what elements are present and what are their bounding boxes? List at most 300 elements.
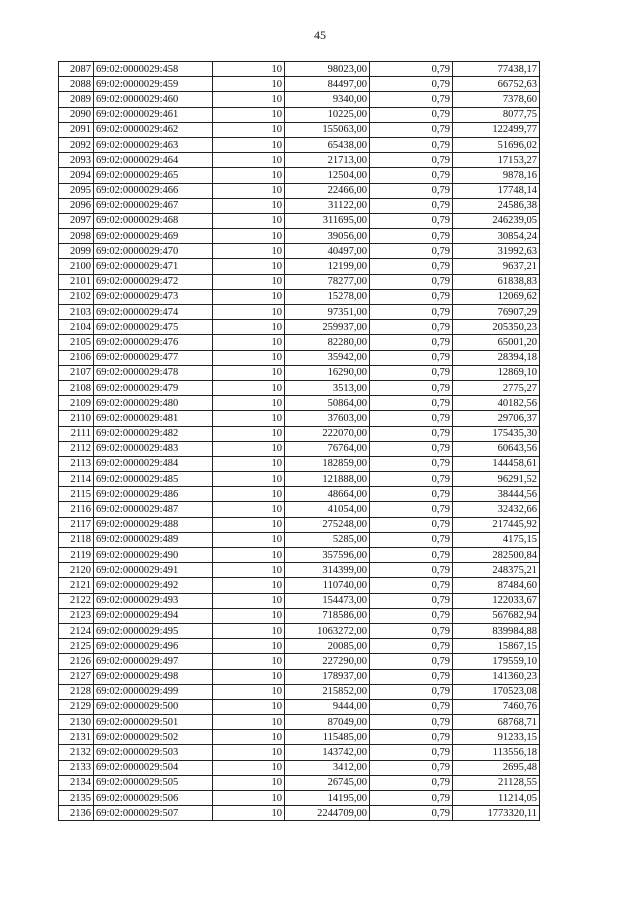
row-number-cell: 2111 [59, 426, 94, 441]
table-row [59, 578, 540, 593]
row-number-cell: 2119 [59, 548, 94, 563]
code-cell: 10 [213, 715, 285, 730]
code-cell: 10 [213, 639, 285, 654]
coefficient-cell: 0,79 [370, 153, 453, 168]
value-cell: 20085,00 [285, 639, 370, 654]
row-number-cell: 2108 [59, 380, 94, 395]
cadastral-number-cell: 69:02:0000029:495 [94, 623, 213, 638]
row-number-cell: 2106 [59, 350, 94, 365]
result-cell: 76907,29 [453, 305, 540, 320]
result-cell: 60643,56 [453, 441, 540, 456]
code-cell: 10 [213, 806, 285, 821]
value-cell: 9340,00 [285, 92, 370, 107]
table-row [59, 699, 540, 714]
cadastral-number-cell: 69:02:0000029:475 [94, 320, 213, 335]
coefficient-cell: 0,79 [370, 77, 453, 92]
value-cell: 22466,00 [285, 183, 370, 198]
cadastral-number-cell: 69:02:0000029:474 [94, 305, 213, 320]
code-cell: 10 [213, 122, 285, 137]
row-number-cell: 2128 [59, 684, 94, 699]
cadastral-number-cell: 69:02:0000029:506 [94, 791, 213, 806]
cadastral-number-cell: 69:02:0000029:482 [94, 426, 213, 441]
result-cell: 175435,30 [453, 426, 540, 441]
code-cell: 10 [213, 654, 285, 669]
code-cell: 10 [213, 487, 285, 502]
row-number-cell: 2096 [59, 198, 94, 213]
result-cell: 1773320,11 [453, 806, 540, 821]
code-cell: 10 [213, 684, 285, 699]
table-row [59, 730, 540, 745]
coefficient-cell: 0,79 [370, 350, 453, 365]
value-cell: 40497,00 [285, 244, 370, 259]
table-row [59, 77, 540, 92]
code-cell: 10 [213, 244, 285, 259]
cadastral-number-cell: 69:02:0000029:470 [94, 244, 213, 259]
value-cell: 5285,00 [285, 532, 370, 547]
result-cell: 179559,10 [453, 654, 540, 669]
table-row [59, 654, 540, 669]
coefficient-cell: 0,79 [370, 289, 453, 304]
coefficient-cell: 0,79 [370, 699, 453, 714]
cadastral-number-cell: 69:02:0000029:483 [94, 441, 213, 456]
result-cell: 21128,55 [453, 775, 540, 790]
cadastral-number-cell: 69:02:0000029:467 [94, 198, 213, 213]
coefficient-cell: 0,79 [370, 122, 453, 137]
table-row [59, 365, 540, 380]
result-cell: 11214,05 [453, 791, 540, 806]
cadastral-number-cell: 69:02:0000029:462 [94, 122, 213, 137]
code-cell: 10 [213, 92, 285, 107]
cadastral-number-cell: 69:02:0000029:497 [94, 654, 213, 669]
table-row [59, 335, 540, 350]
table-row [59, 92, 540, 107]
code-cell: 10 [213, 107, 285, 122]
coefficient-cell: 0,79 [370, 654, 453, 669]
cadastral-number-cell: 69:02:0000029:502 [94, 730, 213, 745]
value-cell: 84497,00 [285, 77, 370, 92]
coefficient-cell: 0,79 [370, 244, 453, 259]
result-cell: 29706,37 [453, 411, 540, 426]
row-number-cell: 2116 [59, 502, 94, 517]
coefficient-cell: 0,79 [370, 715, 453, 730]
code-cell: 10 [213, 77, 285, 92]
coefficient-cell: 0,79 [370, 198, 453, 213]
cadastral-number-cell: 69:02:0000029:472 [94, 274, 213, 289]
cadastral-number-cell: 69:02:0000029:479 [94, 380, 213, 395]
coefficient-cell: 0,79 [370, 213, 453, 228]
cadastral-number-cell: 69:02:0000029:473 [94, 289, 213, 304]
table-row [59, 62, 540, 77]
page-number: 45 [314, 28, 326, 42]
row-number-cell: 2127 [59, 669, 94, 684]
result-cell: 87484,60 [453, 578, 540, 593]
table-row [59, 608, 540, 623]
row-number-cell: 2105 [59, 335, 94, 350]
cadastral-number-cell: 69:02:0000029:494 [94, 608, 213, 623]
value-cell: 50864,00 [285, 396, 370, 411]
value-cell: 76764,00 [285, 441, 370, 456]
result-cell: 77438,17 [453, 62, 540, 77]
coefficient-cell: 0,79 [370, 168, 453, 183]
row-number-cell: 2134 [59, 775, 94, 790]
coefficient-cell: 0,79 [370, 456, 453, 471]
code-cell: 10 [213, 745, 285, 760]
result-cell: 144458,61 [453, 456, 540, 471]
cadastral-number-cell: 69:02:0000029:488 [94, 517, 213, 532]
result-cell: 2775,27 [453, 380, 540, 395]
result-cell: 4175,15 [453, 532, 540, 547]
result-cell: 66752,63 [453, 77, 540, 92]
row-number-cell: 2124 [59, 623, 94, 638]
coefficient-cell: 0,79 [370, 137, 453, 152]
row-number-cell: 2110 [59, 411, 94, 426]
table-row [59, 791, 540, 806]
result-cell: 40182,56 [453, 396, 540, 411]
cadastral-number-cell: 69:02:0000029:498 [94, 669, 213, 684]
value-cell: 37603,00 [285, 411, 370, 426]
coefficient-cell: 0,79 [370, 578, 453, 593]
value-cell: 110740,00 [285, 578, 370, 593]
table-row [59, 396, 540, 411]
value-cell: 98023,00 [285, 62, 370, 77]
coefficient-cell: 0,79 [370, 92, 453, 107]
row-number-cell: 2089 [59, 92, 94, 107]
coefficient-cell: 0,79 [370, 396, 453, 411]
value-cell: 143742,00 [285, 745, 370, 760]
cadastral-number-cell: 69:02:0000029:490 [94, 548, 213, 563]
cadastral-number-cell: 69:02:0000029:480 [94, 396, 213, 411]
cadastral-number-cell: 69:02:0000029:485 [94, 472, 213, 487]
row-number-cell: 2099 [59, 244, 94, 259]
table-row [59, 548, 540, 563]
code-cell: 10 [213, 137, 285, 152]
value-cell: 78277,00 [285, 274, 370, 289]
value-cell: 154473,00 [285, 593, 370, 608]
coefficient-cell: 0,79 [370, 274, 453, 289]
value-cell: 48664,00 [285, 487, 370, 502]
row-number-cell: 2117 [59, 517, 94, 532]
code-cell: 10 [213, 62, 285, 77]
row-number-cell: 2114 [59, 472, 94, 487]
table-row [59, 760, 540, 775]
code-cell: 10 [213, 699, 285, 714]
table-row [59, 289, 540, 304]
value-cell: 31122,00 [285, 198, 370, 213]
code-cell: 10 [213, 623, 285, 638]
table-row [59, 669, 540, 684]
coefficient-cell: 0,79 [370, 441, 453, 456]
code-cell: 10 [213, 289, 285, 304]
code-cell: 10 [213, 153, 285, 168]
coefficient-cell: 0,79 [370, 563, 453, 578]
cadastral-number-cell: 69:02:0000029:496 [94, 639, 213, 654]
cadastral-number-cell: 69:02:0000029:504 [94, 760, 213, 775]
table-row [59, 684, 540, 699]
table-row [59, 639, 540, 654]
table-row [59, 213, 540, 228]
row-number-cell: 2113 [59, 456, 94, 471]
row-number-cell: 2132 [59, 745, 94, 760]
row-number-cell: 2090 [59, 107, 94, 122]
value-cell: 3412,00 [285, 760, 370, 775]
code-cell: 10 [213, 608, 285, 623]
code-cell: 10 [213, 775, 285, 790]
cadastral-number-cell: 69:02:0000029:477 [94, 350, 213, 365]
code-cell: 10 [213, 548, 285, 563]
cadastral-number-cell: 69:02:0000029:491 [94, 563, 213, 578]
value-cell: 718586,00 [285, 608, 370, 623]
cadastral-number-cell: 69:02:0000029:481 [94, 411, 213, 426]
cadastral-number-cell: 69:02:0000029:493 [94, 593, 213, 608]
code-cell: 10 [213, 320, 285, 335]
cadastral-number-cell: 69:02:0000029:487 [94, 502, 213, 517]
coefficient-cell: 0,79 [370, 608, 453, 623]
code-cell: 10 [213, 472, 285, 487]
row-number-cell: 2120 [59, 563, 94, 578]
result-cell: 9878,16 [453, 168, 540, 183]
result-cell: 96291,52 [453, 472, 540, 487]
result-cell: 9637,21 [453, 259, 540, 274]
row-number-cell: 2133 [59, 760, 94, 775]
coefficient-cell: 0,79 [370, 775, 453, 790]
code-cell: 10 [213, 380, 285, 395]
row-number-cell: 2103 [59, 305, 94, 320]
result-cell: 61838,83 [453, 274, 540, 289]
row-number-cell: 2091 [59, 122, 94, 137]
value-cell: 227290,00 [285, 654, 370, 669]
coefficient-cell: 0,79 [370, 426, 453, 441]
table-row [59, 593, 540, 608]
value-cell: 15278,00 [285, 289, 370, 304]
table-row [59, 183, 540, 198]
coefficient-cell: 0,79 [370, 730, 453, 745]
value-cell: 97351,00 [285, 305, 370, 320]
coefficient-cell: 0,79 [370, 411, 453, 426]
code-cell: 10 [213, 259, 285, 274]
result-cell: 567682,94 [453, 608, 540, 623]
coefficient-cell: 0,79 [370, 791, 453, 806]
table-row [59, 350, 540, 365]
row-number-cell: 2092 [59, 137, 94, 152]
code-cell: 10 [213, 183, 285, 198]
table-row [59, 563, 540, 578]
code-cell: 10 [213, 168, 285, 183]
value-cell: 155063,00 [285, 122, 370, 137]
coefficient-cell: 0,79 [370, 532, 453, 547]
cadastral-number-cell: 69:02:0000029:460 [94, 92, 213, 107]
cadastral-number-cell: 69:02:0000029:469 [94, 229, 213, 244]
row-number-cell: 2121 [59, 578, 94, 593]
result-cell: 65001,20 [453, 335, 540, 350]
row-number-cell: 2135 [59, 791, 94, 806]
result-cell: 38444,56 [453, 487, 540, 502]
value-cell: 35942,00 [285, 350, 370, 365]
cadastral-number-cell: 69:02:0000029:501 [94, 715, 213, 730]
result-cell: 15867,15 [453, 639, 540, 654]
value-cell: 259937,00 [285, 320, 370, 335]
table-row [59, 806, 540, 821]
table-row [59, 487, 540, 502]
coefficient-cell: 0,79 [370, 502, 453, 517]
result-cell: 32432,66 [453, 502, 540, 517]
result-cell: 205350,23 [453, 320, 540, 335]
table-row [59, 775, 540, 790]
code-cell: 10 [213, 593, 285, 608]
coefficient-cell: 0,79 [370, 183, 453, 198]
result-cell: 7460,76 [453, 699, 540, 714]
code-cell: 10 [213, 532, 285, 547]
code-cell: 10 [213, 335, 285, 350]
row-number-cell: 2093 [59, 153, 94, 168]
code-cell: 10 [213, 213, 285, 228]
cadastral-number-cell: 69:02:0000029:461 [94, 107, 213, 122]
code-cell: 10 [213, 502, 285, 517]
result-cell: 24586,38 [453, 198, 540, 213]
result-cell: 30854,24 [453, 229, 540, 244]
coefficient-cell: 0,79 [370, 380, 453, 395]
cadastral-number-cell: 69:02:0000029:465 [94, 168, 213, 183]
value-cell: 39056,00 [285, 229, 370, 244]
value-cell: 41054,00 [285, 502, 370, 517]
row-number-cell: 2109 [59, 396, 94, 411]
table-row [59, 532, 540, 547]
cadastral-number-cell: 69:02:0000029:499 [94, 684, 213, 699]
result-cell: 113556,18 [453, 745, 540, 760]
code-cell: 10 [213, 578, 285, 593]
table-row [59, 305, 540, 320]
result-cell: 17748,14 [453, 183, 540, 198]
result-cell: 2695,48 [453, 760, 540, 775]
registry-table [58, 61, 540, 821]
row-number-cell: 2101 [59, 274, 94, 289]
table-row [59, 502, 540, 517]
cadastral-number-cell: 69:02:0000029:503 [94, 745, 213, 760]
result-cell: 17153,27 [453, 153, 540, 168]
cadastral-number-cell: 69:02:0000029:507 [94, 806, 213, 821]
row-number-cell: 2118 [59, 532, 94, 547]
result-cell: 141360,23 [453, 669, 540, 684]
row-number-cell: 2102 [59, 289, 94, 304]
result-cell: 31992,63 [453, 244, 540, 259]
result-cell: 839984,88 [453, 623, 540, 638]
table-row [59, 517, 540, 532]
result-cell: 122033,67 [453, 593, 540, 608]
row-number-cell: 2098 [59, 229, 94, 244]
table-row [59, 259, 540, 274]
code-cell: 10 [213, 229, 285, 244]
cadastral-number-cell: 69:02:0000029:468 [94, 213, 213, 228]
coefficient-cell: 0,79 [370, 320, 453, 335]
result-cell: 28394,18 [453, 350, 540, 365]
coefficient-cell: 0,79 [370, 305, 453, 320]
code-cell: 10 [213, 760, 285, 775]
value-cell: 87049,00 [285, 715, 370, 730]
coefficient-cell: 0,79 [370, 517, 453, 532]
value-cell: 182859,00 [285, 456, 370, 471]
result-cell: 122499,77 [453, 122, 540, 137]
cadastral-number-cell: 69:02:0000029:505 [94, 775, 213, 790]
coefficient-cell: 0,79 [370, 335, 453, 350]
row-number-cell: 2129 [59, 699, 94, 714]
value-cell: 16290,00 [285, 365, 370, 380]
value-cell: 215852,00 [285, 684, 370, 699]
cadastral-number-cell: 69:02:0000029:489 [94, 532, 213, 547]
coefficient-cell: 0,79 [370, 684, 453, 699]
cadastral-number-cell: 69:02:0000029:500 [94, 699, 213, 714]
table-row [59, 715, 540, 730]
result-cell: 7378,60 [453, 92, 540, 107]
code-cell: 10 [213, 305, 285, 320]
table-row [59, 320, 540, 335]
value-cell: 314399,00 [285, 563, 370, 578]
row-number-cell: 2122 [59, 593, 94, 608]
value-cell: 3513,00 [285, 380, 370, 395]
result-cell: 8077,75 [453, 107, 540, 122]
coefficient-cell: 0,79 [370, 623, 453, 638]
coefficient-cell: 0,79 [370, 229, 453, 244]
value-cell: 1063272,00 [285, 623, 370, 638]
cadastral-number-cell: 69:02:0000029:459 [94, 77, 213, 92]
result-cell: 246239,05 [453, 213, 540, 228]
code-cell: 10 [213, 456, 285, 471]
value-cell: 2244709,00 [285, 806, 370, 821]
coefficient-cell: 0,79 [370, 487, 453, 502]
code-cell: 10 [213, 274, 285, 289]
value-cell: 10225,00 [285, 107, 370, 122]
code-cell: 10 [213, 563, 285, 578]
value-cell: 12504,00 [285, 168, 370, 183]
cadastral-number-cell: 69:02:0000029:478 [94, 365, 213, 380]
table-row [59, 274, 540, 289]
coefficient-cell: 0,79 [370, 62, 453, 77]
row-number-cell: 2088 [59, 77, 94, 92]
coefficient-cell: 0,79 [370, 472, 453, 487]
row-number-cell: 2097 [59, 213, 94, 228]
coefficient-cell: 0,79 [370, 760, 453, 775]
cadastral-number-cell: 69:02:0000029:466 [94, 183, 213, 198]
table-row [59, 153, 540, 168]
value-cell: 14195,00 [285, 791, 370, 806]
result-cell: 91233,15 [453, 730, 540, 745]
value-cell: 9444,00 [285, 699, 370, 714]
row-number-cell: 2123 [59, 608, 94, 623]
table-row [59, 380, 540, 395]
code-cell: 10 [213, 350, 285, 365]
table-row [59, 472, 540, 487]
row-number-cell: 2115 [59, 487, 94, 502]
cadastral-number-cell: 69:02:0000029:471 [94, 259, 213, 274]
value-cell: 357596,00 [285, 548, 370, 563]
value-cell: 26745,00 [285, 775, 370, 790]
code-cell: 10 [213, 441, 285, 456]
result-cell: 282500,84 [453, 548, 540, 563]
value-cell: 115485,00 [285, 730, 370, 745]
result-cell: 170523,08 [453, 684, 540, 699]
code-cell: 10 [213, 396, 285, 411]
row-number-cell: 2107 [59, 365, 94, 380]
coefficient-cell: 0,79 [370, 669, 453, 684]
result-cell: 12069,62 [453, 289, 540, 304]
value-cell: 275248,00 [285, 517, 370, 532]
row-number-cell: 2095 [59, 183, 94, 198]
cadastral-number-cell: 69:02:0000029:486 [94, 487, 213, 502]
value-cell: 178937,00 [285, 669, 370, 684]
result-cell: 51696,02 [453, 137, 540, 152]
code-cell: 10 [213, 411, 285, 426]
row-number-cell: 2100 [59, 259, 94, 274]
row-number-cell: 2112 [59, 441, 94, 456]
result-cell: 68768,71 [453, 715, 540, 730]
